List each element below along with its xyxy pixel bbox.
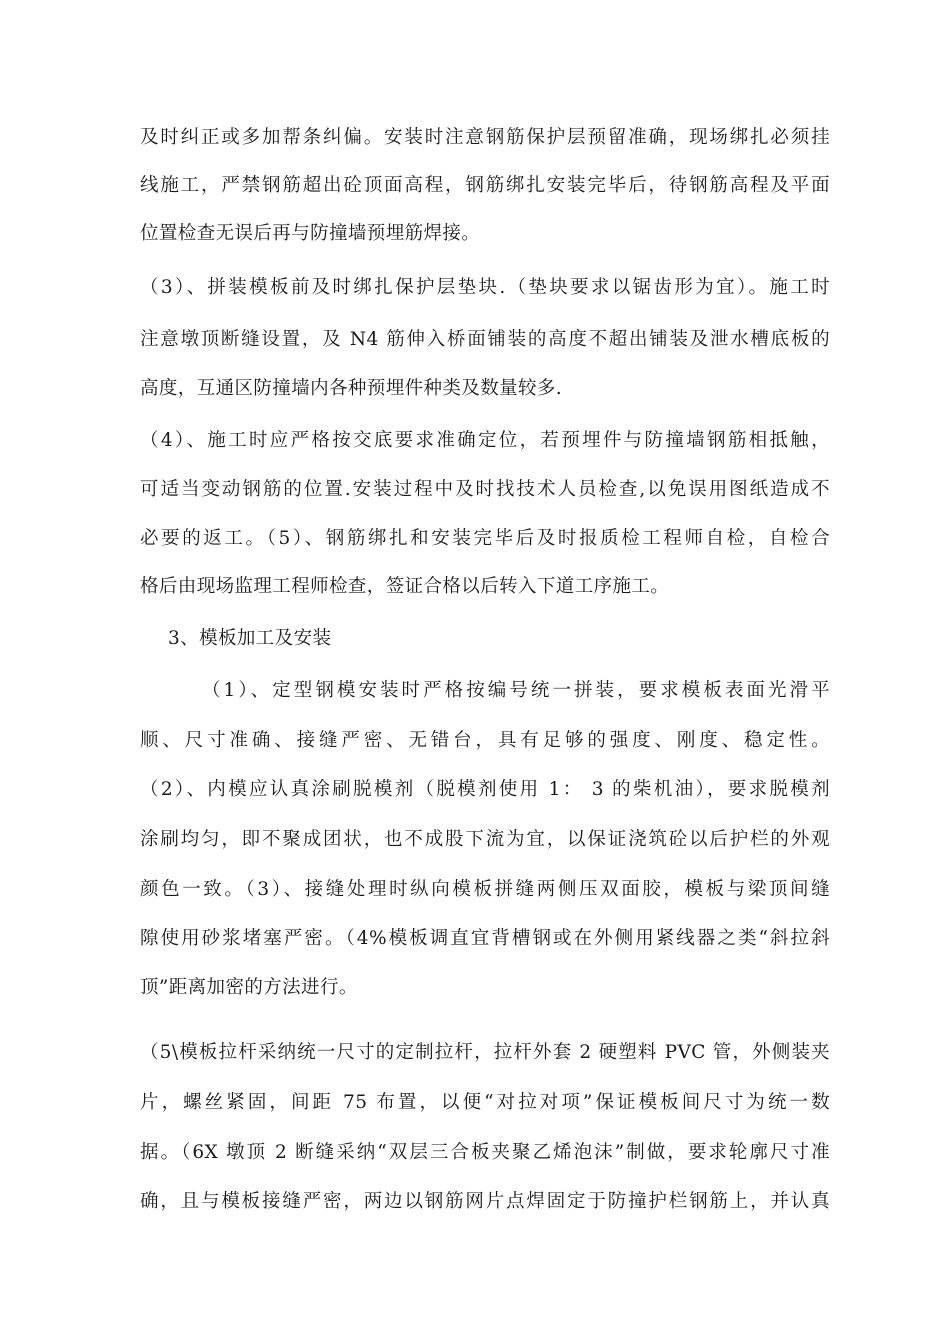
text-line: 线施工，严禁钢筋超出砼顶面高程，钢筋绑扎安装完毕后，待钢筋高程及平面 bbox=[140, 175, 830, 196]
text-line: 必要的返工。（5）、钢筋绑扎和安装完毕后及时报质检工程师自检，自检合 bbox=[140, 528, 830, 549]
text-line: （4）、施工时应严格按交底要求准确定位，若预埋件与防撞墙钢筋相抵触， bbox=[140, 430, 830, 451]
text-line: （2）、内模应认真涂刷脱模剂（脱模剂使用 1： 3 的柴机油），要求脱模剂 bbox=[140, 779, 830, 800]
text-line: 顶”距离加密的方法进行。 bbox=[140, 977, 358, 998]
text-line: 顺、尺寸准确、接缝严密、无错台，具有足够的强度、刚度、稳定性。 bbox=[140, 730, 830, 751]
text-line: 颜色一致。（3）、接缝处理时纵向模板拼缝两侧压双面胶，模板与梁顶间缝 bbox=[140, 879, 830, 900]
text-line: 隙使用砂浆堵塞严密。（4%模板调直宜背槽钢或在外侧用紧线器之类“斜拉斜 bbox=[140, 928, 830, 949]
text-line: （3）、拼装模板前及时绑扎保护层垫块.（垫块要求以锯齿形为宜）。施工时 bbox=[140, 277, 830, 298]
section-heading: 3、模板加工及安装 bbox=[168, 628, 332, 649]
text-line: 注意墩顶断缝设置，及 N4 筋伸入桥面铺装的高度不超出铺装及泄水槽底板的 bbox=[140, 329, 830, 350]
text-line: 据。（6X 墩顶 2 断缝采纳“双层三合板夹聚乙烯泡沫”制做，要求轮廓尺寸准 bbox=[140, 1142, 830, 1163]
text-line: （1）、定型钢模安装时严格按编号统一拼装，要求模板表面光滑平 bbox=[202, 680, 830, 701]
text-line: 位置检查无误后再与防撞墙预埋筋焊接。 bbox=[140, 223, 481, 244]
text-line: 确，且与模板接缝严密，两边以钢筋网片点焊固定于防撞护栏钢筋上，并认真 bbox=[140, 1191, 830, 1212]
text-line: 高度，互通区防撞墙内各种预埋件种类及数量较多. bbox=[140, 378, 563, 399]
text-line: （5\模板拉杆采纳统一尺寸的定制拉杆，拉杆外套 2 硬塑料 PVC 管，外侧装夹 bbox=[140, 1042, 830, 1063]
text-line: 涂刷均匀，即不聚成团状，也不成股下流为宜，以保证浇筑砼以后护栏的外观 bbox=[140, 829, 830, 850]
text-line: 片，螺丝紧固，间距 75 布置，以便“对拉对项”保证模板间尺寸为统一数 bbox=[140, 1092, 830, 1113]
text-line: 可适当变动钢筋的位置.安装过程中及时找技术人员检查,以免误用图纸造成不 bbox=[140, 479, 830, 500]
text-line: 格后由现场监理工程师检查，签证合格以后转入下道工序施工。 bbox=[140, 576, 670, 597]
text-line: 及时纠正或多加帮条纠偏。安装时注意钢筋保护层预留准确，现场绑扎必须挂 bbox=[140, 127, 830, 148]
